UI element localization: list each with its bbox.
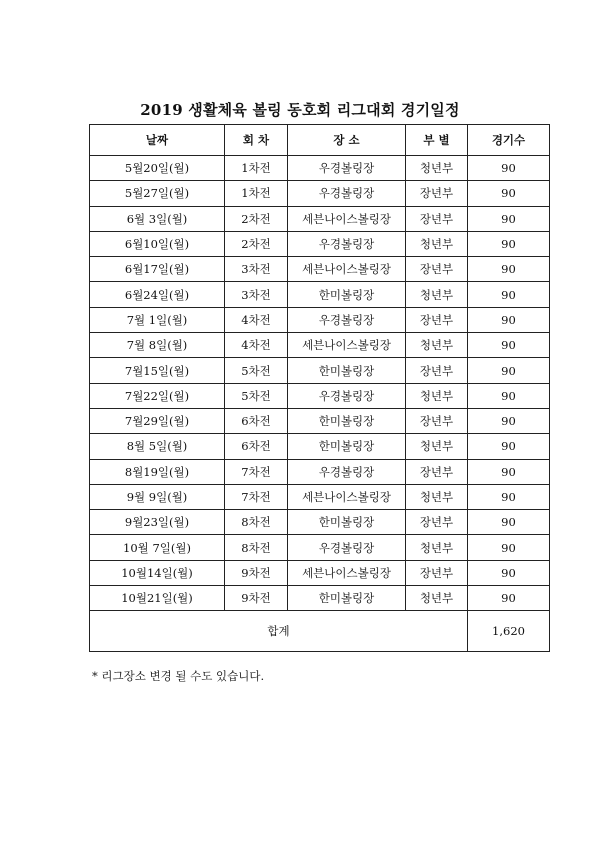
header-venue: 장 소 xyxy=(288,125,406,156)
cell-venue: 우경볼링장 xyxy=(288,181,406,206)
cell-division: 장년부 xyxy=(406,181,468,206)
table-row xyxy=(90,231,550,256)
cell-venue: 한미볼링장 xyxy=(288,408,406,433)
table-row xyxy=(90,459,550,484)
cell-venue: 한미볼링장 xyxy=(288,510,406,535)
cell-venue: 한미볼링장 xyxy=(288,586,406,611)
cell-games: 90 xyxy=(468,434,550,459)
cell-date: 5월20일(월) xyxy=(90,156,225,181)
table-row xyxy=(90,560,550,585)
schedule-table xyxy=(89,124,550,652)
cell-division: 장년부 xyxy=(406,206,468,231)
header-date: 날짜 xyxy=(90,125,225,156)
cell-round: 3차전 xyxy=(225,257,288,282)
cell-division: 청년부 xyxy=(406,333,468,358)
cell-venue: 우경볼링장 xyxy=(288,383,406,408)
table-row xyxy=(90,535,550,560)
table-row xyxy=(90,358,550,383)
cell-games: 90 xyxy=(468,383,550,408)
cell-venue: 한미볼링장 xyxy=(288,358,406,383)
table-row xyxy=(90,434,550,459)
cell-round: 9차전 xyxy=(225,586,288,611)
cell-games: 90 xyxy=(468,586,550,611)
header-row xyxy=(90,125,550,156)
cell-division: 청년부 xyxy=(406,535,468,560)
cell-games: 90 xyxy=(468,333,550,358)
cell-games: 90 xyxy=(468,459,550,484)
cell-date: 10월14일(월) xyxy=(90,560,225,585)
cell-games: 90 xyxy=(468,156,550,181)
cell-games: 90 xyxy=(468,257,550,282)
table-row xyxy=(90,307,550,332)
cell-venue: 세븐나이스볼링장 xyxy=(288,257,406,282)
table-row xyxy=(90,181,550,206)
cell-round: 7차전 xyxy=(225,484,288,509)
cell-date: 5월27일(월) xyxy=(90,181,225,206)
cell-date: 7월 1일(월) xyxy=(90,307,225,332)
total-value: 1,620 xyxy=(468,611,550,652)
cell-division: 청년부 xyxy=(406,231,468,256)
header-round: 회 차 xyxy=(225,125,288,156)
total-row xyxy=(90,611,550,652)
table-row xyxy=(90,510,550,535)
header-division: 부 별 xyxy=(406,125,468,156)
document-title: 2019 생활체육 볼링 동호회 리그대회 경기일정 xyxy=(140,101,460,119)
cell-division: 청년부 xyxy=(406,156,468,181)
cell-division: 청년부 xyxy=(406,586,468,611)
cell-date: 6월 3일(월) xyxy=(90,206,225,231)
cell-round: 5차전 xyxy=(225,383,288,408)
table-row xyxy=(90,586,550,611)
cell-round: 1차전 xyxy=(225,181,288,206)
cell-venue: 우경볼링장 xyxy=(288,459,406,484)
cell-venue: 우경볼링장 xyxy=(288,231,406,256)
cell-division: 장년부 xyxy=(406,510,468,535)
cell-games: 90 xyxy=(468,181,550,206)
cell-games: 90 xyxy=(468,231,550,256)
cell-round: 6차전 xyxy=(225,408,288,433)
table-row xyxy=(90,333,550,358)
cell-games: 90 xyxy=(468,307,550,332)
table-row xyxy=(90,206,550,231)
cell-date: 9월 9일(월) xyxy=(90,484,225,509)
cell-date: 7월15일(월) xyxy=(90,358,225,383)
cell-division: 청년부 xyxy=(406,484,468,509)
cell-date: 6월24일(월) xyxy=(90,282,225,307)
cell-division: 장년부 xyxy=(406,408,468,433)
cell-division: 청년부 xyxy=(406,434,468,459)
cell-date: 7월 8일(월) xyxy=(90,333,225,358)
cell-games: 90 xyxy=(468,510,550,535)
table-row xyxy=(90,484,550,509)
cell-games: 90 xyxy=(468,484,550,509)
cell-division: 장년부 xyxy=(406,358,468,383)
cell-date: 9월23일(월) xyxy=(90,510,225,535)
cell-round: 5차전 xyxy=(225,358,288,383)
cell-round: 8차전 xyxy=(225,510,288,535)
cell-venue: 우경볼링장 xyxy=(288,535,406,560)
cell-date: 10월21일(월) xyxy=(90,586,225,611)
cell-venue: 세븐나이스볼링장 xyxy=(288,484,406,509)
cell-venue: 한미볼링장 xyxy=(288,282,406,307)
cell-division: 장년부 xyxy=(406,257,468,282)
cell-division: 장년부 xyxy=(406,560,468,585)
cell-round: 2차전 xyxy=(225,231,288,256)
header-games: 경기수 xyxy=(468,125,550,156)
cell-date: 7월29일(월) xyxy=(90,408,225,433)
cell-round: 4차전 xyxy=(225,307,288,332)
table-row xyxy=(90,408,550,433)
footnote: * 리그장소 변경 될 수도 있습니다. xyxy=(92,669,265,683)
cell-venue: 우경볼링장 xyxy=(288,307,406,332)
cell-division: 장년부 xyxy=(406,459,468,484)
cell-division: 청년부 xyxy=(406,383,468,408)
cell-games: 90 xyxy=(468,560,550,585)
cell-date: 10월 7일(월) xyxy=(90,535,225,560)
total-label: 합계 xyxy=(90,611,468,652)
cell-venue: 세븐나이스볼링장 xyxy=(288,560,406,585)
cell-date: 8월19일(월) xyxy=(90,459,225,484)
table-row xyxy=(90,383,550,408)
cell-round: 4차전 xyxy=(225,333,288,358)
cell-round: 2차전 xyxy=(225,206,288,231)
cell-round: 1차전 xyxy=(225,156,288,181)
cell-venue: 우경볼링장 xyxy=(288,156,406,181)
cell-date: 6월10일(월) xyxy=(90,231,225,256)
table-row xyxy=(90,257,550,282)
cell-games: 90 xyxy=(468,282,550,307)
cell-venue: 한미볼링장 xyxy=(288,434,406,459)
cell-division: 장년부 xyxy=(406,307,468,332)
cell-division: 청년부 xyxy=(406,282,468,307)
cell-round: 7차전 xyxy=(225,459,288,484)
cell-games: 90 xyxy=(468,535,550,560)
cell-round: 3차전 xyxy=(225,282,288,307)
cell-date: 8월 5일(월) xyxy=(90,434,225,459)
cell-games: 90 xyxy=(468,358,550,383)
table-row xyxy=(90,156,550,181)
cell-date: 7월22일(월) xyxy=(90,383,225,408)
cell-games: 90 xyxy=(468,206,550,231)
cell-date: 6월17일(월) xyxy=(90,257,225,282)
cell-venue: 세븐나이스볼링장 xyxy=(288,333,406,358)
cell-round: 6차전 xyxy=(225,434,288,459)
table-row xyxy=(90,282,550,307)
cell-round: 8차전 xyxy=(225,535,288,560)
cell-venue: 세븐나이스볼링장 xyxy=(288,206,406,231)
cell-games: 90 xyxy=(468,408,550,433)
cell-round: 9차전 xyxy=(225,560,288,585)
